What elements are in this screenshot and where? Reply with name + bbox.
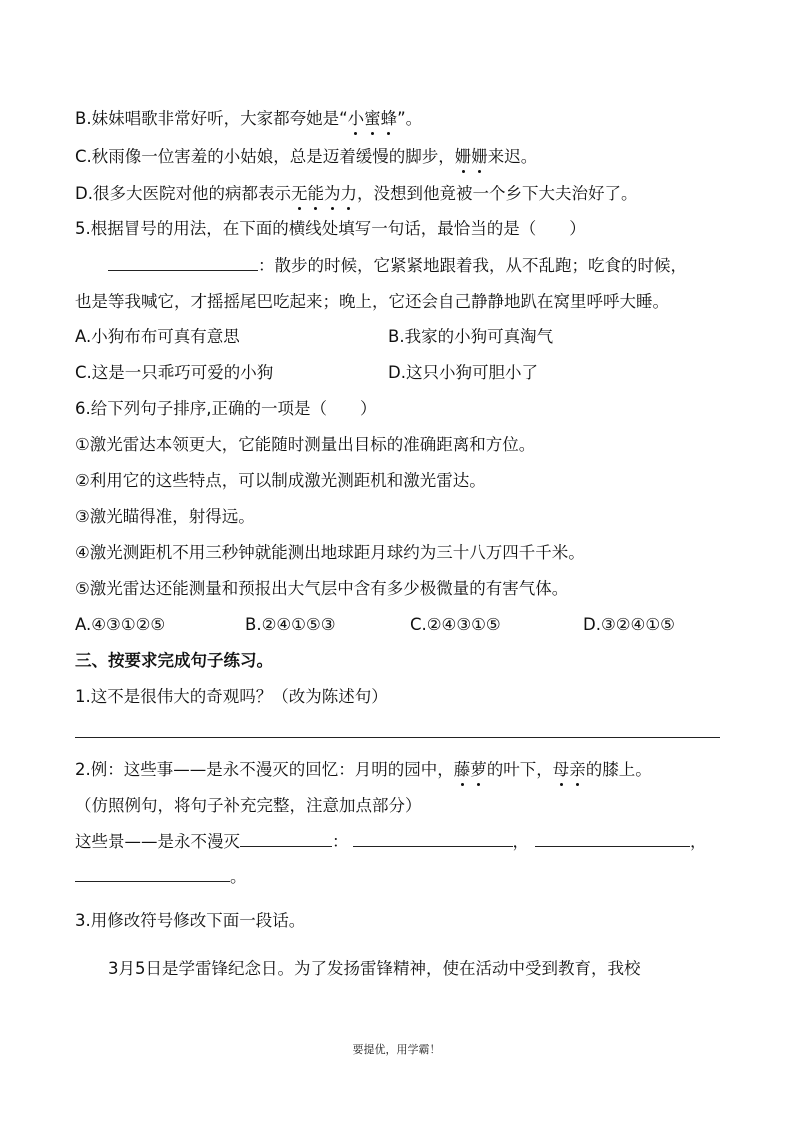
dotted-char: 能 [307, 184, 324, 203]
page-footer: 要提优，用学霸！ [352, 1043, 441, 1056]
q6-question: 6.给下列句子排序,正确的一项是（ ） [75, 399, 377, 418]
s3-q2-fill: 这些景——是永不漫灭 ： ， ， [75, 832, 707, 851]
q6-option-a: A.④③①②⑤ [75, 615, 166, 634]
q6-option-b: B.②④①⑤③ [245, 615, 336, 634]
dotted-char: 姗 [454, 147, 472, 166]
dotted-char: 萝 [470, 760, 487, 779]
dotted-char: 母 [552, 760, 570, 779]
s3-q3: 3.用修改符号修改下面一段话。 [75, 911, 306, 930]
q5-passage-line1: ：散步的时候，它紧紧地跟着我，从不乱跑；吃食的时候， [108, 255, 687, 277]
q6-sentence-2: ②利用它的这些特点，可以制成激光测距机和激光雷达。 [75, 471, 486, 490]
q4-option-d: D.很多大医院对他的病都表示无能为力，没想到他竟被一个乡下大夫治好了。 [75, 184, 638, 203]
s3-q2-instruction: （仿照例句，将句子补充完整，注意加点部分） [75, 796, 422, 815]
fill-blank[interactable] [108, 256, 258, 271]
dotted-char: 姗 [471, 147, 488, 166]
dotted-char: 无 [290, 184, 308, 203]
s3-q1: 1.这不是很伟大的奇观吗？（改为陈述句） [75, 687, 388, 706]
dotted-char: 小 [347, 109, 365, 128]
q6-option-d: D.③②④①⑤ [583, 615, 675, 634]
fill-blank[interactable] [353, 832, 513, 847]
q4-option-c: C.秋雨像一位害羞的小姑娘，总是迈着缓慢的脚步，姗姗来迟。 [75, 147, 538, 166]
dotted-char: 亲 [569, 760, 586, 779]
s3-q2-example: 2.例：这些事——是永不漫灭的回忆：月明的园中，藤萝的叶下，母亲的膝上。 [75, 760, 652, 779]
dotted-char: 蜜 [364, 109, 381, 128]
fill-blank[interactable] [75, 867, 230, 882]
fill-blank[interactable] [535, 832, 690, 847]
q5-option-a: A.小狗布布可真有意思 [75, 327, 240, 346]
q4-option-b: B.妹妹唱歌非常好听，大家都夸她是“小蜜蜂”。 [75, 109, 423, 128]
q5-question: 5.根据冒号的用法，在下面的横线处填写一句话，最恰当的是（ ） [75, 219, 586, 238]
dotted-char: 力 [340, 184, 357, 203]
s3-q2-fill-line2: 。 [75, 866, 247, 888]
q5-option-d: D.这只小狗可胆小了 [388, 363, 538, 382]
dotted-char: 为 [323, 184, 341, 203]
q6-sentence-1: ①激光雷达本领更大，它能随时测量出目标的准确距离和方位。 [75, 435, 536, 454]
q6-sentence-3: ③激光瞄得准，射得远。 [75, 507, 255, 526]
s3-q1-answer-line[interactable] [75, 737, 720, 738]
q6-sentence-4: ④激光测距机不用三秒钟就能测出地球距月球约为三十八万四千千米。 [75, 543, 585, 562]
q6-sentence-5: ⑤激光雷达还能测量和预报出大气层中含有多少极微量的有害气体。 [75, 579, 569, 598]
dotted-char: 蜂 [380, 109, 398, 128]
q5-option-b: B.我家的小狗可真淘气 [388, 327, 554, 346]
section-3-heading: 三、按要求完成句子练习。 [75, 651, 273, 670]
q5-passage-line2: 也是等我喊它，才摇摇尾巴吃起来；晚上，它还会自己静静地趴在窝里呼呼大睡。 [75, 292, 669, 311]
q6-option-c: C.②④③①⑤ [410, 615, 501, 634]
fill-blank[interactable] [240, 832, 332, 847]
q5-option-c: C.这是一只乖巧可爱的小狗 [75, 363, 274, 382]
dotted-char: 藤 [453, 760, 471, 779]
s3-q3-passage: 3月5日是学雷锋纪念日。为了发扬雷锋精神，使在活动中受到教育，我校 [108, 959, 641, 978]
